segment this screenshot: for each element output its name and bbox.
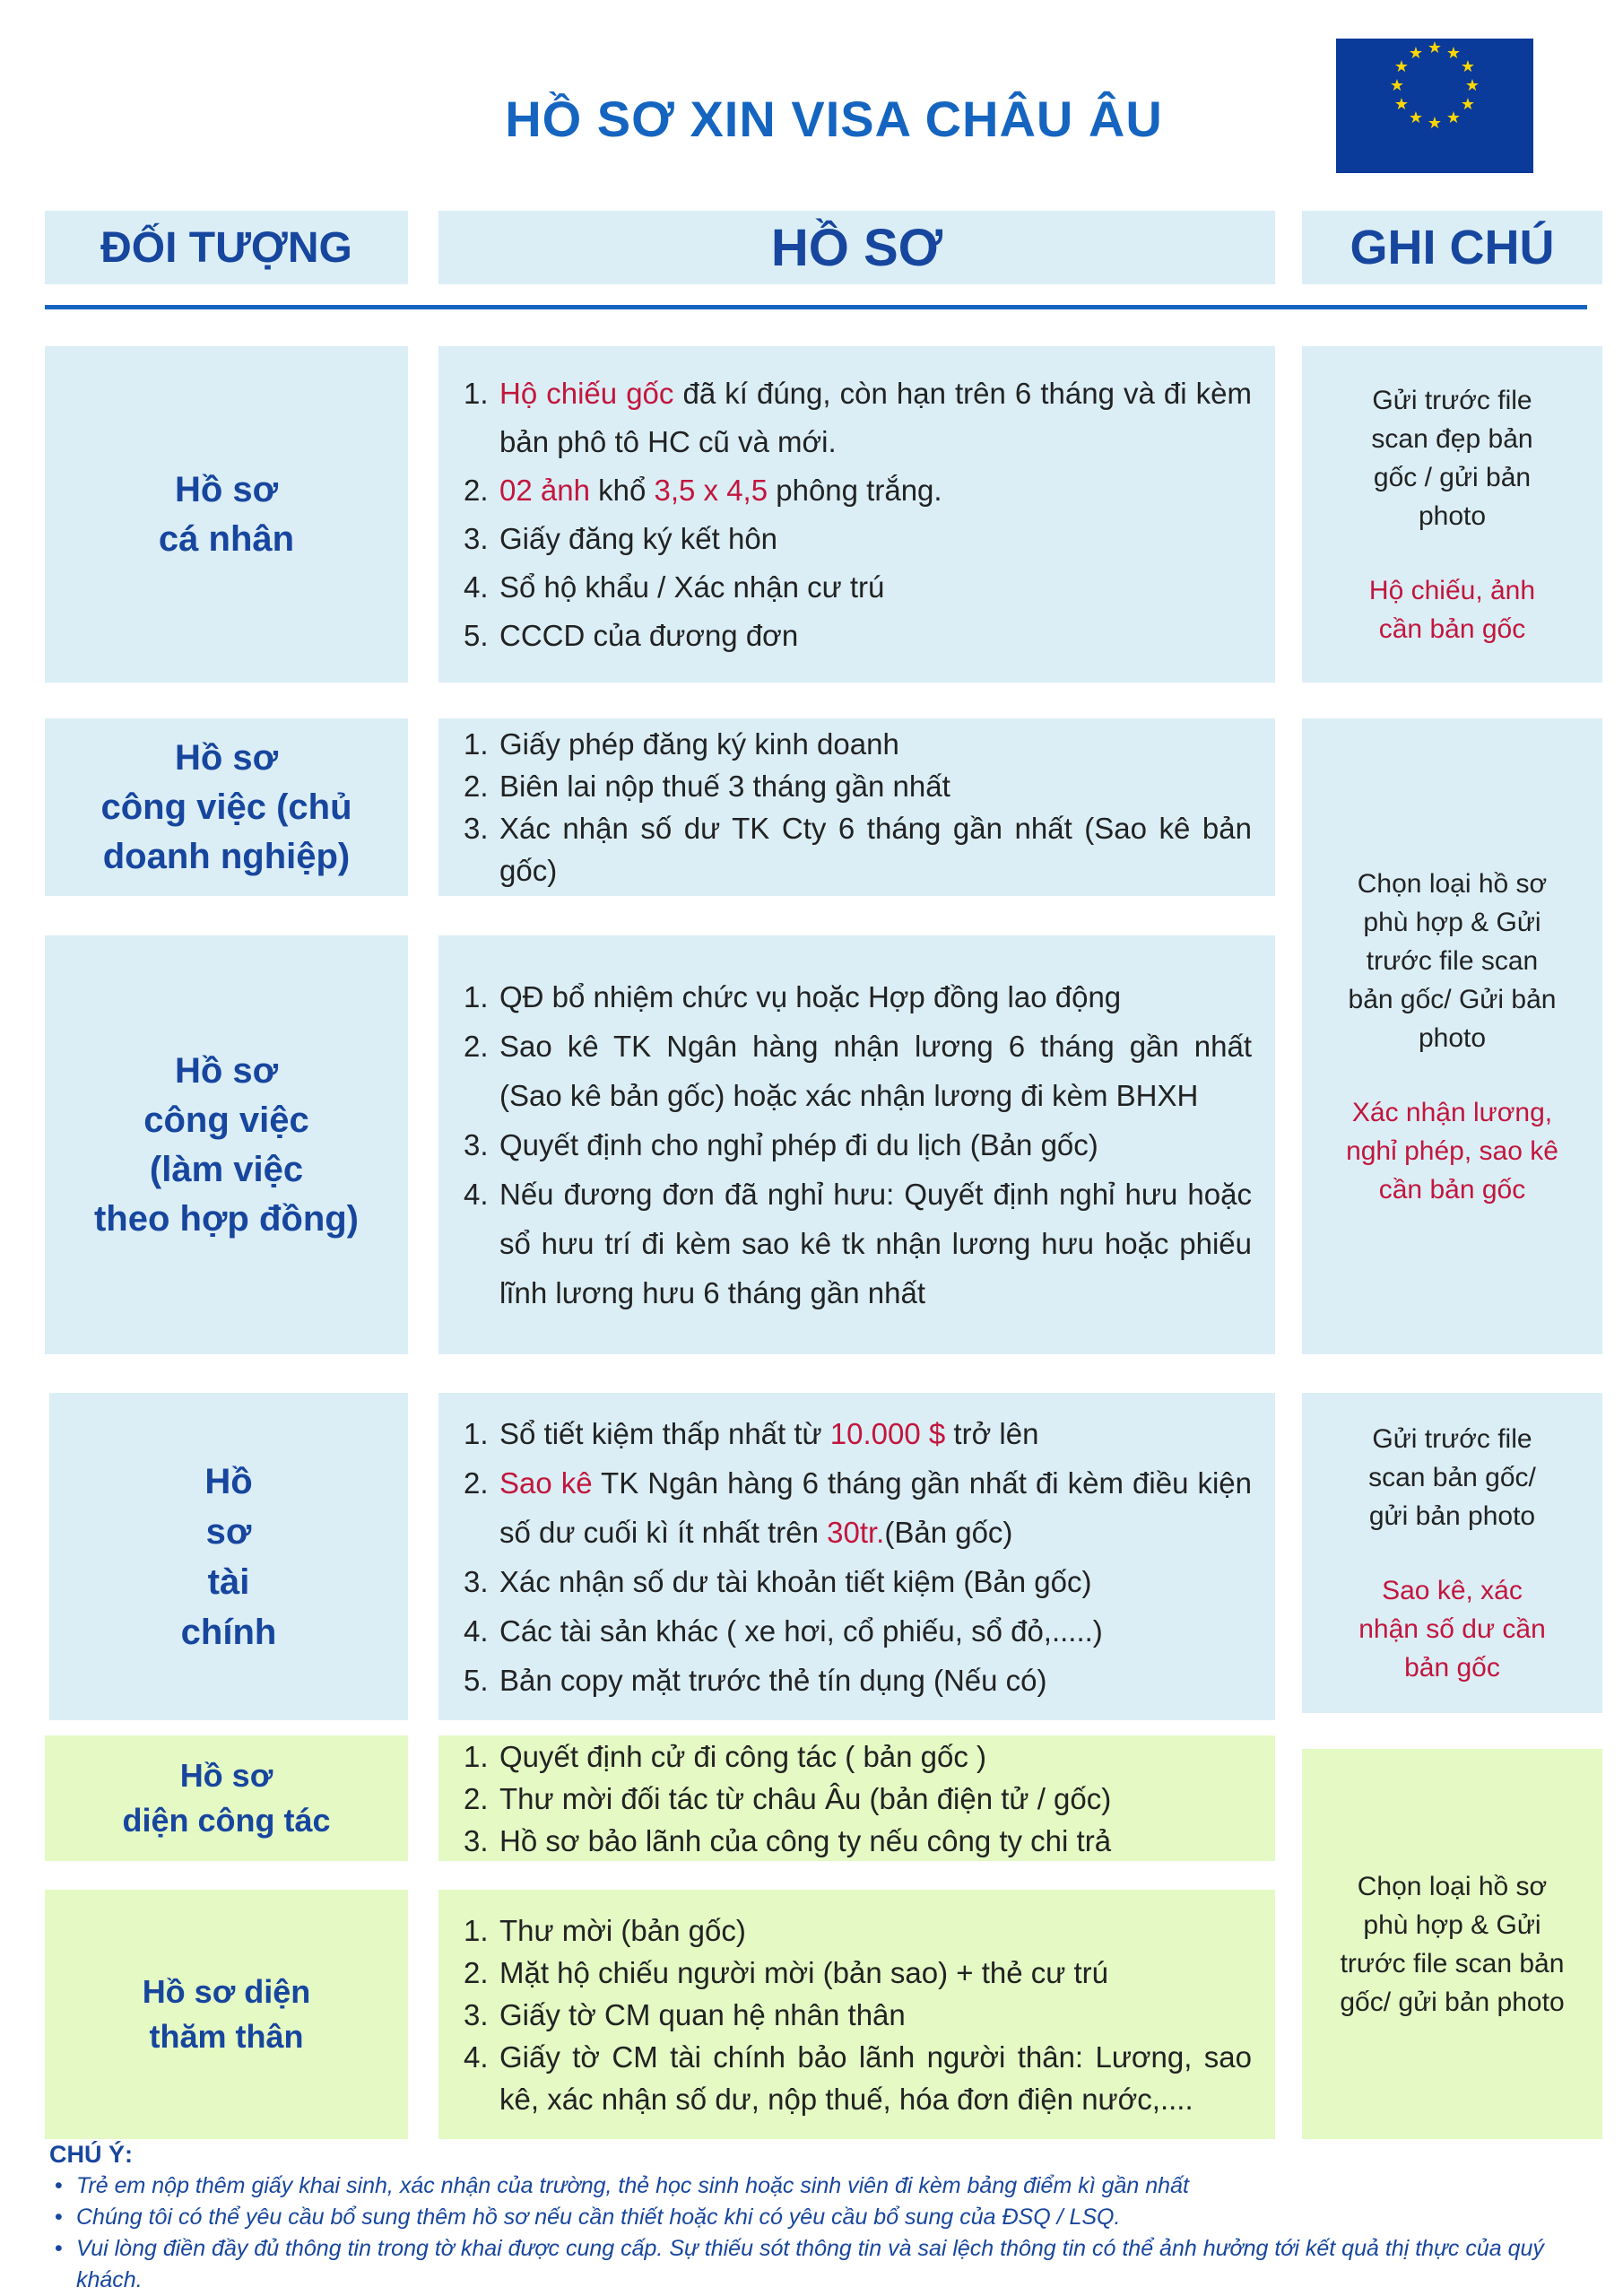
note-line: gốc / gửi bản	[1373, 462, 1532, 492]
highlight-text: Hộ chiếu gốc	[499, 376, 674, 410]
footer-bullet: • Trẻ em nộp thêm giấy khai sinh, xác nhận của trường, thẻ học sinh hoặc sinh viên đi kèm bảng điểm kì gần nhất	[49, 2170, 1592, 2202]
item-number: 2.	[464, 1955, 489, 1989]
item-text: Thư mời (bản gốc)	[499, 1913, 746, 1947]
note-line: trước file scan	[1366, 945, 1539, 976]
item-number: 4.	[464, 1178, 489, 1211]
item-text: Nếu đương đơn đã nghỉ hưu: Quyết định nghỉ hưu hoặc sổ hưu trí đi kèm sao kê tk nhận lương hưu hoặc phiếu lĩnh lương hưu 6 tháng gần nhất	[499, 1178, 1252, 1309]
note-line: gửi bản photo	[1368, 1500, 1536, 1531]
title-part2: CHÂU ÂU	[924, 91, 1163, 147]
category-line: công việc	[143, 1100, 309, 1140]
list-item	[464, 1458, 1252, 1557]
footer-heading: CHÚ Ý:	[49, 2141, 133, 2168]
svg-text:★: ★	[1408, 44, 1424, 63]
item-text: Bản copy mặt trước thẻ tín dụng (Nếu có)	[499, 1663, 1047, 1697]
item-text: CCCD của đương đơn	[499, 618, 799, 652]
list-item	[464, 1656, 1252, 1705]
list-item	[464, 1170, 1252, 1318]
category-line: công việc (chủ	[100, 787, 352, 827]
docs-personal	[438, 346, 1275, 683]
svg-text:★: ★	[1460, 57, 1476, 76]
category-line: Hồ sơ	[179, 1757, 273, 1794]
note-red-line: Sao kê, xác	[1382, 1575, 1523, 1605]
item-number: 4.	[464, 1613, 489, 1648]
item-text: Giấy phép đăng ký kinh doanh	[499, 727, 899, 761]
category-personal	[45, 346, 408, 683]
category-line: sơ	[205, 1511, 252, 1552]
category-line: chính	[180, 1612, 277, 1652]
item-number: 3.	[464, 521, 489, 555]
highlight-text: 02 ảnh	[499, 473, 590, 507]
list-item	[464, 1022, 1252, 1120]
highlight-text: 10.000 $	[829, 1416, 946, 1450]
note-line: Gửi trước file	[1372, 385, 1532, 415]
eu-flag-icon	[1336, 39, 1533, 173]
title-part1: HỒ SƠ XIN VISA	[505, 91, 910, 147]
item-number: 1.	[464, 1739, 489, 1773]
svg-text:★: ★	[1427, 39, 1443, 57]
docs-family-visit	[438, 1890, 1275, 2139]
item-text: Sổ hộ khẩu / Xác nhận cư trú	[499, 570, 885, 604]
category-line: Hồ sơ	[174, 469, 279, 509]
item-number: 2.	[464, 1781, 489, 1815]
list-item	[464, 972, 1252, 1022]
docs-business-trip	[438, 1735, 1275, 1861]
item-text: Giấy đăng ký kết hôn	[499, 521, 778, 555]
item-number: 1.	[464, 727, 489, 761]
item-number: 3.	[464, 1564, 489, 1598]
item-number: 5.	[464, 1663, 489, 1697]
note-line: trước file scan bản	[1340, 1948, 1565, 1979]
note-line: photo	[1418, 500, 1487, 531]
list-item	[464, 1820, 1252, 1862]
note-red-line: cần bản gốc	[1378, 613, 1526, 644]
header-divider	[45, 305, 1587, 309]
footer-notes	[49, 2138, 1592, 2296]
item-text: Sổ tiết kiệm thấp nhất từ	[499, 1416, 830, 1450]
item-text: phông trắng.	[768, 473, 942, 507]
list-item	[464, 563, 1252, 612]
item-text: Mặt hộ chiếu người mời (bản sao) + thẻ cư trú	[499, 1955, 1109, 1989]
highlight-text: 3,5 x 4,5	[654, 473, 768, 507]
item-number: 2.	[464, 770, 489, 803]
footer-bullet: • Vui lòng điền đầy đủ thông tin trong tờ khai được cung cấp. Sự thiếu sót thông tin và sai lệch thông tin có thể ảnh hưởng tới kết quả thị thực của quý khách.	[49, 2233, 1592, 2296]
list-item	[464, 1409, 1252, 1458]
docs-financial	[438, 1393, 1275, 1720]
category-business-owner	[45, 718, 408, 896]
item-number: 1.	[464, 1416, 489, 1450]
note-visit	[1302, 1749, 1602, 2139]
category-line: cá nhân	[158, 518, 295, 559]
item-text: Hồ sơ bảo lãnh của công ty nếu công ty chi trả	[499, 1823, 1112, 1857]
note-red-line: nghỉ phép, sao kê	[1346, 1135, 1558, 1166]
item-text: Quyết định cử đi công tác ( bản gốc )	[499, 1739, 987, 1773]
list-item	[464, 2036, 1252, 2120]
note-work	[1302, 718, 1602, 1354]
category-line: doanh nghiệp)	[102, 836, 351, 876]
note-red-line: Xác nhận lương,	[1351, 1097, 1553, 1127]
header-subject: ĐỐI TƯỢNG	[45, 211, 408, 284]
note-line: photo	[1418, 1022, 1487, 1053]
list-item	[464, 1778, 1252, 1820]
item-text: TK Ngân hàng 6 tháng gần nhất đi kèm điều kiện số dư cuối kì ít nhất trên	[499, 1465, 1252, 1549]
svg-text:★: ★	[1408, 109, 1424, 127]
note-line: Chọn loại hồ sơ	[1357, 868, 1548, 899]
item-text: Xác nhận số dư TK Cty 6 tháng gần nhất (Sao kê bản gốc)	[499, 812, 1252, 887]
item-number: 2.	[464, 473, 489, 507]
list-item	[464, 1120, 1252, 1170]
svg-text:★: ★	[1445, 109, 1462, 127]
item-number: 2.	[464, 1030, 489, 1063]
note-line: phù hợp & Gửi	[1363, 1909, 1541, 1940]
item-number: 4.	[464, 570, 489, 604]
list-item	[464, 1994, 1252, 2036]
list-item	[464, 1606, 1252, 1656]
footer-bullet: • Chúng tôi có thể yêu cầu bổ sung thêm hồ sơ nếu cần thiết hoặc khi có yêu cầu bổ sung của ĐSQ / LSQ.	[49, 2202, 1592, 2233]
note-line: phù hợp & Gửi	[1363, 907, 1541, 937]
item-text: Sao kê TK Ngân hàng nhận lương 6 tháng gần nhất (Sao kê bản gốc) hoặc xác nhận lương đi kèm BHXH	[499, 1030, 1252, 1112]
item-text: Quyết định cho nghỉ phép đi du lịch (Bản gốc)	[499, 1128, 1098, 1161]
category-line: Hồ sơ	[174, 737, 279, 778]
list-item	[464, 612, 1252, 660]
item-number: 2.	[464, 1465, 489, 1500]
item-number: 3.	[464, 812, 489, 845]
note-red-line: bản gốc	[1404, 1652, 1500, 1683]
item-text: Giấy tờ CM quan hệ nhân thân	[499, 1997, 906, 2031]
docs-employee	[438, 935, 1275, 1354]
docs-business-owner	[438, 718, 1275, 896]
note-line: Gửi trước file	[1372, 1423, 1532, 1454]
header-documents: HỒ SƠ	[438, 211, 1275, 284]
note-red-line: nhận số dư cần	[1358, 1613, 1546, 1644]
item-text: đã kí đúng, còn hạn trên 6 tháng và đi kèm bản phô tô HC cũ và mới.	[499, 376, 1252, 458]
list-item	[464, 1952, 1252, 1994]
item-text: Giấy tờ CM tài chính bảo lãnh người thân: Lương, sao kê, xác nhận số dư, nộp thuế, hóa đơn điện nước,....	[499, 2039, 1252, 2116]
item-number: 3.	[464, 1823, 489, 1857]
note-line: gốc/ gửi bản photo	[1340, 1987, 1565, 2017]
category-line: Hồ sơ	[174, 1050, 279, 1091]
category-line: tài	[207, 1561, 250, 1602]
item-text: Các tài sản khác ( xe hơi, cổ phiếu, sổ đỏ,.....)	[499, 1613, 1103, 1648]
item-text: trở lên	[945, 1416, 1039, 1450]
note-line: Chọn loại hồ sơ	[1357, 1871, 1548, 1901]
list-item	[464, 370, 1252, 466]
category-line: thăm thân	[149, 2018, 304, 2055]
item-number: 3.	[464, 1997, 489, 2031]
category-line: diện công tác	[122, 1802, 331, 1839]
list-item	[464, 1557, 1252, 1606]
item-text: Xác nhận số dư tài khoản tiết kiệm (Bản gốc)	[499, 1564, 1092, 1598]
category-line: (làm việc	[149, 1149, 304, 1189]
item-number: 5.	[464, 618, 489, 652]
item-text: khổ	[589, 473, 655, 507]
item-number: 1.	[464, 1913, 489, 1947]
category-family-visit	[45, 1890, 408, 2139]
svg-text:★: ★	[1464, 76, 1480, 95]
list-item	[464, 765, 1252, 807]
list-item	[464, 1909, 1252, 1952]
note-line: scan bản gốc/	[1368, 1462, 1536, 1492]
item-text: Biên lai nộp thuế 3 tháng gần nhất	[499, 770, 950, 803]
list-item	[464, 723, 1252, 765]
svg-text:★: ★	[1460, 95, 1476, 114]
item-text: (Bản gốc)	[884, 1515, 1013, 1549]
note-line: bản gốc/ Gửi bản	[1348, 984, 1557, 1014]
category-line: Hồ	[204, 1461, 253, 1501]
category-financial	[49, 1393, 408, 1720]
category-business-trip	[45, 1735, 408, 1861]
note-red-line: Hộ chiếu, ảnh	[1368, 575, 1536, 605]
note-financial	[1302, 1393, 1602, 1713]
header-notes: GHI CHÚ	[1302, 211, 1602, 284]
svg-text:★: ★	[1427, 114, 1443, 133]
highlight-text: 30tr.	[827, 1515, 885, 1549]
note-personal	[1302, 346, 1602, 683]
note-red-line: cần bản gốc	[1378, 1174, 1526, 1205]
item-number: 1.	[464, 376, 489, 410]
list-item	[464, 807, 1252, 891]
eu-stars-icon	[1336, 39, 1533, 173]
category-line: Hồ sơ diện	[142, 1973, 311, 2010]
item-text: Thư mời đối tác từ châu Âu (bản điện tử / gốc)	[499, 1781, 1112, 1815]
category-line: theo hợp đồng)	[93, 1198, 360, 1239]
list-item	[464, 1735, 1252, 1778]
svg-text:★: ★	[1445, 44, 1462, 63]
list-item	[464, 515, 1252, 563]
svg-text:★: ★	[1393, 57, 1410, 76]
item-number: 3.	[464, 1128, 489, 1161]
svg-text:★: ★	[1389, 76, 1405, 95]
highlight-text: Sao kê	[499, 1465, 593, 1500]
item-number: 1.	[464, 980, 489, 1013]
item-text: QĐ bổ nhiệm chức vụ hoặc Hợp đồng lao động	[499, 980, 1122, 1013]
svg-text:★: ★	[1393, 95, 1410, 114]
category-employee	[45, 935, 408, 1354]
list-item	[464, 466, 1252, 515]
note-line: scan đẹp bản	[1371, 423, 1533, 454]
item-number: 4.	[464, 2039, 489, 2074]
